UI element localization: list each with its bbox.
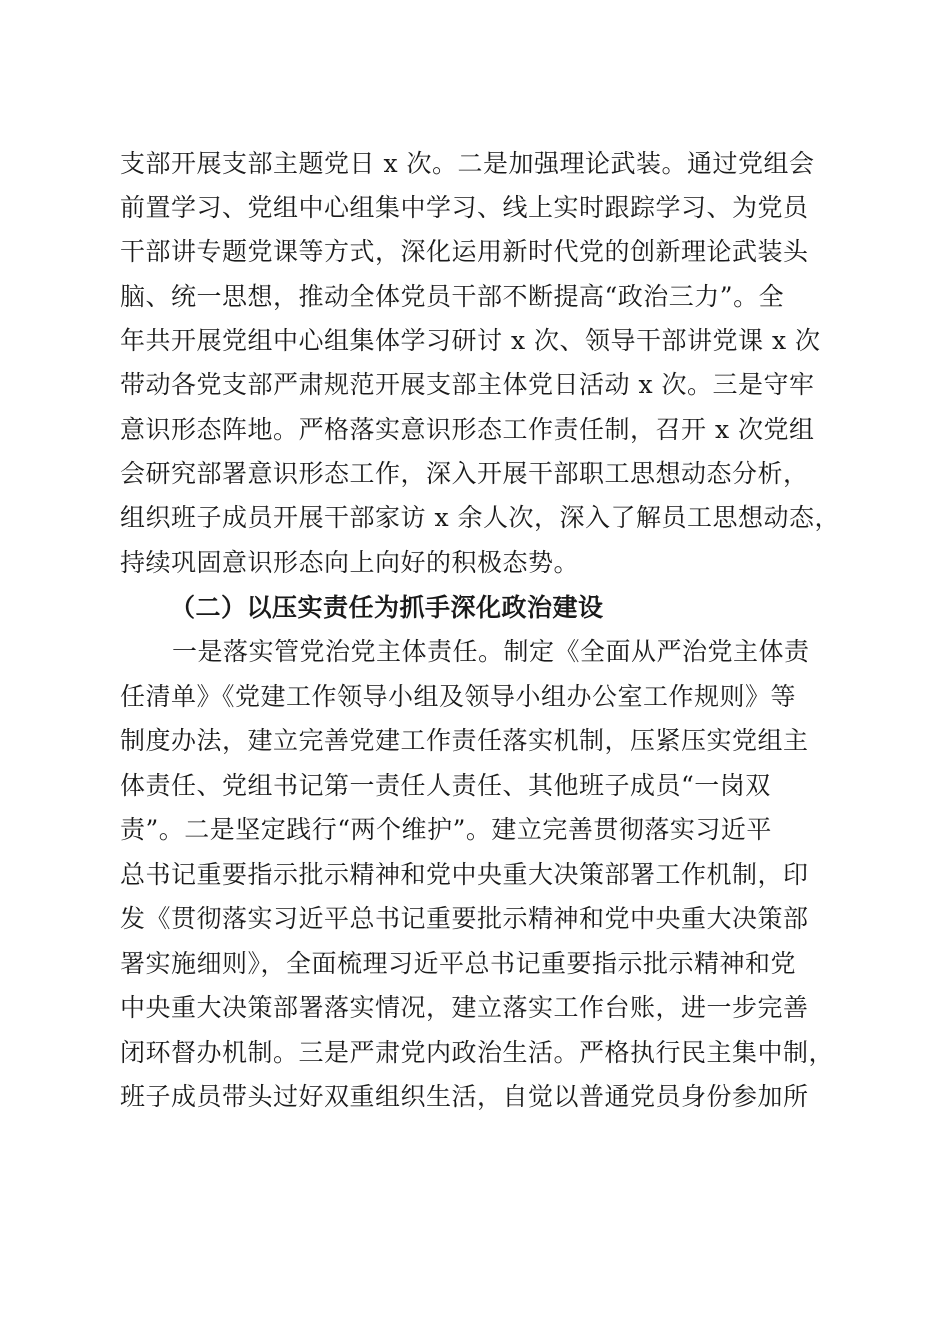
text-line: 制度办法，建立完善党建工作责任落实机制，压紧压实党组主 [120,726,809,755]
text-line: 责”。二是坚定践行“两个维护”。建立完善贯彻落实习近平 [120,815,772,844]
text-line: 总书记重要指示批示精神和党中央重大决策部署工作机制，印 [120,860,809,889]
text-line: 署实施细则》，全面梳理习近平总书记重要指示批示精神和党 [120,949,797,978]
text-line: 支部开展支部主题党日 x 次。二是加强理论武装。通过党组会 [120,149,815,178]
text-line: 年共开展党组中心组集体学习研讨 x 次、领导干部讲党课 x 次 [120,326,821,355]
text-line: 会研究部署意识形态工作，深入开展干部职工思想动态分析， [120,459,809,488]
text-line: 意识形态阵地。严格落实意识形态工作责任制，召开 x 次党组 [120,415,815,444]
text-line: 前置学习、党组中心组集中学习、线上实时跟踪学习、为党员 [120,193,809,222]
text-line: 干部讲专题党课等方式，深化运用新时代党的创新理论武装头 [120,237,809,266]
text-line: 中央重大决策部署落实情况，建立落实工作台账，进一步完善 [120,993,809,1022]
text-line: 组织班子成员开展干部家访 x 余人次，深入了解员工思想动态， [120,503,840,532]
text-line: 任清单》《党建工作领导小组及领导小组办公室工作规则》等 [120,682,797,711]
text-line: 体责任、党组书记第一责任人责任、其他班子成员“一岗双 [120,771,771,800]
text-line: 发《贯彻落实习近平总书记重要批示精神和党中央重大决策部 [120,904,809,933]
section-heading: （二）以压实责任为抓手深化政治建设 [170,593,604,622]
text-line: 闭环督办机制。三是严肃党内政治生活。严格执行民主集中制， [120,1038,835,1067]
text-line: 脑、统一思想，推动全体党员干部不断提高“政治三力”。全 [120,282,785,311]
text-line: 班子成员带头过好双重组织生活，自觉以普通党员身份参加所 [120,1082,809,1111]
text-line: 带动各党支部严肃规范开展支部主体党日活动 x 次。三是守牢 [120,370,815,399]
text-line: 持续巩固意识形态向上向好的积极态势。 [120,548,580,577]
paragraph-first-line: 一是落实管党治党主体责任。制定《全面从严治党主体责 [172,637,810,666]
